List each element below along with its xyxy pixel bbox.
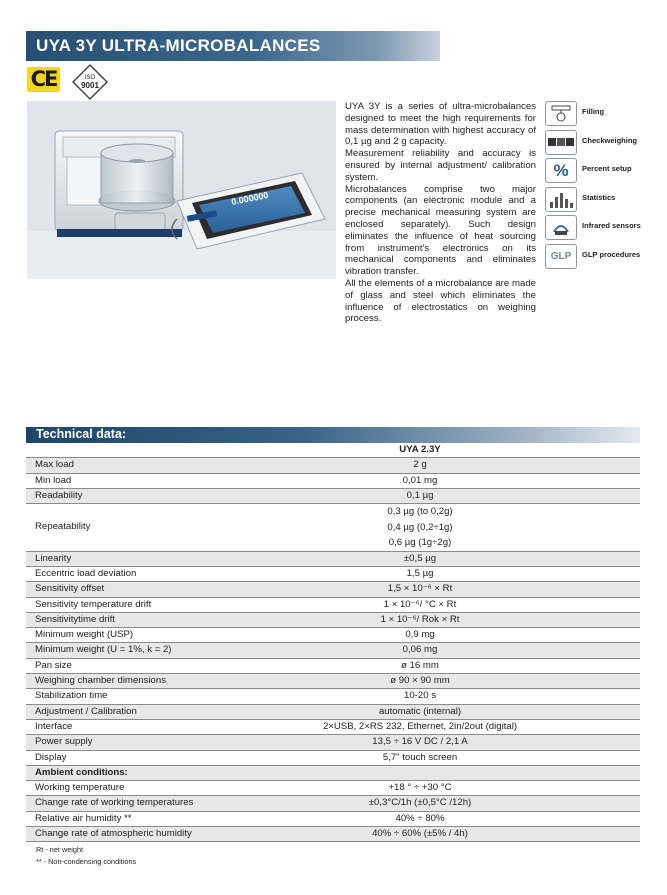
technical-data-table — [26, 443, 640, 842]
spec-value: 2×USB, 2×RS 232, Ethernet, 2in/2out (digital) — [260, 719, 640, 734]
iso-label: ISO — [84, 75, 96, 81]
spec-label: Display — [26, 750, 260, 765]
table-row — [26, 796, 640, 811]
table-row — [26, 811, 640, 826]
table-row — [26, 827, 640, 842]
table-row — [26, 765, 640, 780]
table-row — [26, 674, 640, 689]
product-photo — [27, 101, 336, 279]
feature-statistics — [545, 187, 655, 216]
table-row — [26, 551, 640, 566]
iso-number: 9001 — [81, 81, 99, 90]
spec-label: Relative air humidity ** — [26, 811, 260, 826]
spec-value-line: 0,3 µg (to 0,2g) — [387, 506, 453, 518]
table-row — [26, 643, 640, 658]
spec-value: 5,7" touch screen — [260, 750, 640, 765]
statistics-icon — [545, 187, 577, 212]
spec-value: ø 16 mm — [260, 658, 640, 673]
spec-label: Sensitivity temperature drift — [26, 597, 260, 612]
spec-value — [260, 504, 640, 552]
spec-value: ±0,3°C/1h (±0,5°C /12h) — [260, 796, 640, 811]
table-row — [26, 612, 640, 627]
spec-value: 1 × 10⁻⁶/ °C × Rt — [260, 597, 640, 612]
spec-label: Change rate of working temperatures — [26, 796, 260, 811]
spec-value: 1,5 × 10⁻⁶ × Rt — [260, 582, 640, 597]
spec-label: Minimum weight (USP) — [26, 628, 260, 643]
table-row — [26, 566, 640, 581]
description-paragraph: All the elements of a microbalance are made of glass and steel which eliminates the influence of electrostatics on weighing process. — [345, 277, 536, 325]
spec-value: 1,5 µg — [260, 566, 640, 581]
spec-label: Max load — [26, 458, 260, 473]
spec-label: Sensitivity offset — [26, 582, 260, 597]
spec-value: 40% ÷ 80% — [260, 811, 640, 826]
table-row — [26, 458, 640, 473]
spec-value: automatic (internal) — [260, 704, 640, 719]
spec-value: 13,5 ÷ 16 V DC / 2,1 A — [260, 735, 640, 750]
spec-value: ±0,5 µg — [260, 551, 640, 566]
feature-label: Percent setup — [582, 164, 632, 173]
display-readout: 0.000000 — [230, 189, 270, 207]
title-bar — [26, 31, 440, 61]
product-description — [345, 101, 536, 325]
spec-label: Minimum weight (U = 1%, k = 2) — [26, 643, 260, 658]
infrared-sensor-icon — [545, 215, 577, 240]
feature-checkweighing — [545, 130, 655, 159]
spec-label: Ambient conditions: — [26, 765, 260, 780]
feature-label: Filling — [582, 107, 605, 116]
glp-glyph: GLP — [550, 250, 572, 262]
spec-value: 0,9 mg — [260, 628, 640, 643]
feature-label: Checkweighing — [582, 135, 638, 145]
percent-glyph: % — [553, 161, 569, 180]
spec-label: Stabilization time — [26, 689, 260, 704]
spec-label: Min load — [26, 473, 260, 488]
spec-label: Repeatability — [26, 504, 260, 552]
spec-value — [260, 765, 640, 780]
feature-label: Statistics — [582, 192, 616, 202]
feature-list — [545, 101, 655, 272]
glp-icon — [545, 244, 577, 269]
table-row — [26, 658, 640, 673]
table-row — [26, 582, 640, 597]
feature-percent-setup — [545, 158, 655, 187]
spec-label: Power supply — [26, 735, 260, 750]
spec-label: Eccentric load deviation — [26, 566, 260, 581]
table-row — [26, 719, 640, 734]
table-row — [26, 750, 640, 765]
table-row — [26, 735, 640, 750]
spec-value-line: 0,4 µg (0,2÷1g) — [387, 521, 453, 533]
table-header-label — [26, 443, 260, 458]
spec-label: Weighing chamber dimensions — [26, 674, 260, 689]
footnote: ** - Non-condensing conditions — [36, 856, 137, 866]
spec-value: 1 × 10⁻⁶/ Rok × Rt — [260, 612, 640, 627]
feature-filling — [545, 101, 655, 130]
iso-9001-icon — [72, 64, 108, 100]
spec-label: Readability — [26, 488, 260, 503]
spec-label: Change rate of atmospheric humidity — [26, 827, 260, 842]
spec-label: Adjustment / Calibration — [26, 704, 260, 719]
spec-value: +18 ° ÷ +30 °C — [260, 781, 640, 796]
feature-glp-procedures — [545, 244, 655, 273]
percent-icon — [545, 158, 577, 183]
page-title: UYA 3Y ULTRA-MICROBALANCES — [36, 36, 321, 55]
table-row — [26, 781, 640, 796]
spec-value: 10-20 s — [260, 689, 640, 704]
table-row — [26, 597, 640, 612]
spec-label: Pan size — [26, 658, 260, 673]
spec-label: Linearity — [26, 551, 260, 566]
ce-mark-icon: CE — [27, 67, 60, 92]
table-row — [26, 488, 640, 503]
table-row — [26, 628, 640, 643]
spec-label: Sensitivitytime drift — [26, 612, 260, 627]
footnotes — [36, 844, 136, 867]
spec-value: 40% ÷ 60% (±5% / 4h) — [260, 827, 640, 842]
checkweighing-icon — [545, 130, 577, 155]
feature-label: GLP procedures — [582, 249, 641, 259]
spec-value: 0,06 mg — [260, 643, 640, 658]
feature-label: Infrared sensors — [582, 221, 641, 230]
description-paragraph: Microbalances comprise two major components (an electronic module and a precise mechanical measuring system are enclosed separately). Such design eliminates the influence of heat sourcing from instrument's electronics on its mechanical components and eliminates vibration transfer. — [345, 183, 536, 278]
table-row — [26, 504, 640, 552]
technical-data-heading: Technical data: — [36, 427, 127, 441]
spec-value: 0,01 mg — [260, 473, 640, 488]
technical-data-header — [26, 427, 640, 443]
spec-label: Interface — [26, 719, 260, 734]
spec-label: Working temperature — [26, 781, 260, 796]
spec-value-line: 0,6 µg (1g÷2g) — [388, 537, 452, 549]
spec-value: ø 90 × 90 mm — [260, 674, 640, 689]
table-row — [26, 704, 640, 719]
spec-value: 2 g — [260, 458, 640, 473]
microbalance-illustration — [27, 101, 336, 279]
filling-icon — [545, 101, 577, 126]
table-row — [26, 473, 640, 488]
description-paragraph: UYA 3Y is a series of ultra-microbalances designed to meet the high requirements for mass determination with highest accuracy of 0,1 µg and 2 g capacity. — [345, 101, 536, 148]
description-paragraph: Measurement reliability and accuracy is ensured by internal adjustment/ calibration system. — [345, 148, 536, 183]
spec-value: 0,1 µg — [260, 488, 640, 503]
table-row — [26, 689, 640, 704]
model-name: UYA 2.3Y — [260, 443, 640, 458]
feature-infrared-sensors — [545, 215, 655, 244]
table-header-row — [26, 443, 640, 458]
footnote: Rt - net weight — [36, 845, 84, 854]
